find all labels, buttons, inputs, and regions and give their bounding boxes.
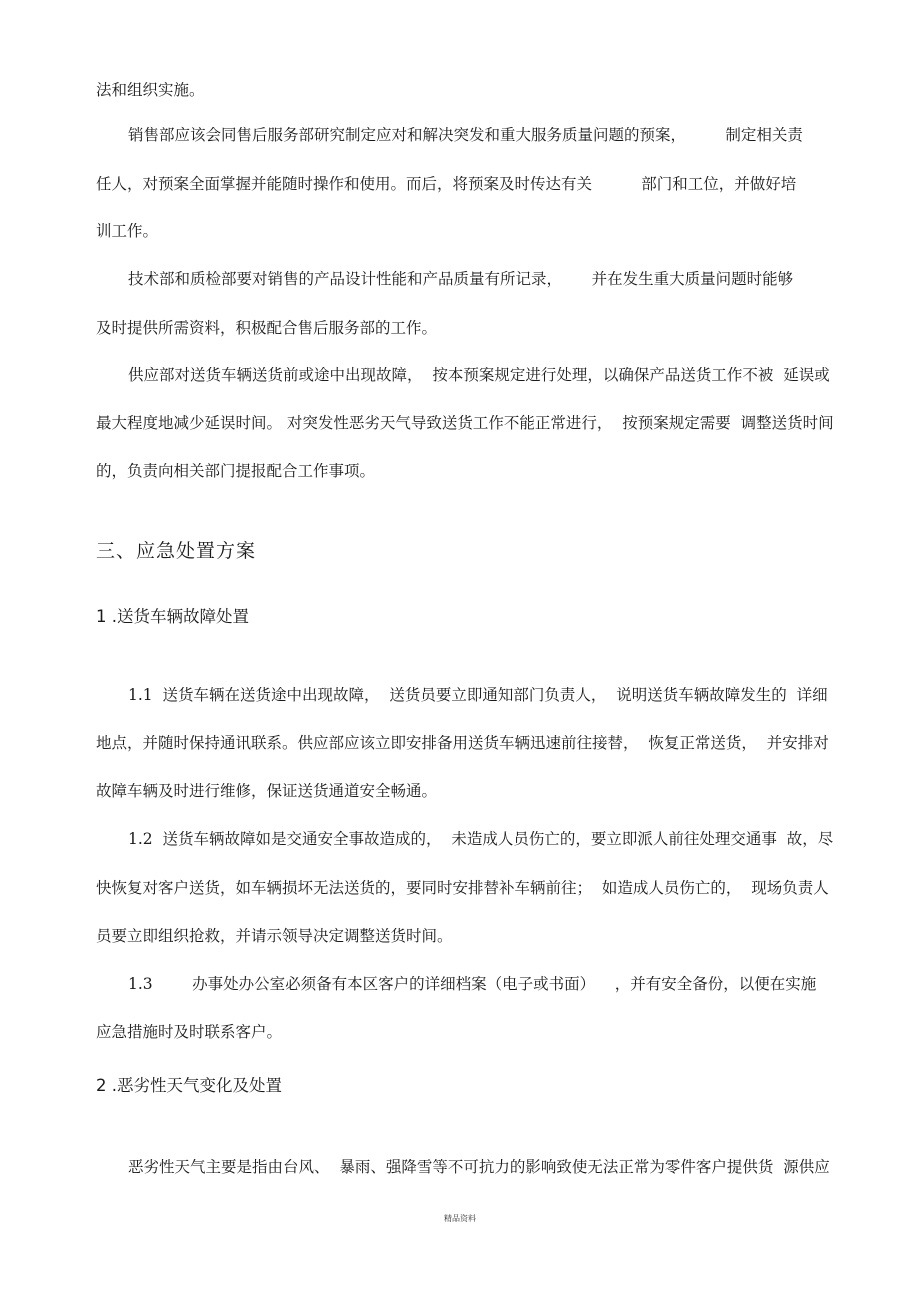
paragraph-line: 法和组织实施。 <box>96 81 205 99</box>
paragraph-line: 员要立即组织抢救，并请示领导决定调整送货时间。 <box>96 927 453 945</box>
paragraph-line: 最大程度地减少延误时间。 对突发性恶劣天气导致送货工作不能正常进行， 按预案规定需要 调整送货时间 <box>96 414 834 432</box>
paragraph-line: 故障车辆及时进行维修，保证送货通道安全畅通。 <box>96 782 438 800</box>
paragraph-line: 1.2 送货车辆故障如是交通安全事故造成的， 未造成人员伤亡的，要立即派人前往处理交通事 故，尽 <box>128 830 834 848</box>
paragraph-line: 1.1 送货车辆在送货途中出现故障， 送货员要立即通知部门负责人， 说明送货车辆故障发生的 详细 <box>128 686 828 704</box>
subsection-heading: 1 .送货车辆故障处置 <box>96 607 249 626</box>
page-footer: 精品资料 <box>444 1214 476 1223</box>
subsection-heading: 2 .恶劣性天气变化及处置 <box>96 1076 282 1095</box>
paragraph-line: 供应部对送货车辆送货前或途中出现故障， 按本预案规定进行处理，以确保产品送货工作不被 延误或 <box>128 366 830 384</box>
paragraph-line: 技术部和质检部要对销售的产品设计性能和产品质量有所记录， 并在发生重大质量问题时能够 <box>128 270 794 288</box>
section-heading: 三、应急处置方案 <box>96 540 257 562</box>
paragraph-line: 恶劣性天气主要是指由台风、 暴雨、强降雪等不可抗力的影响致使无法正常为零件客户提供货 源供应 <box>128 1158 830 1176</box>
paragraph-line: 及时提供所需资料，积极配合售后服务部的工作。 <box>96 319 438 337</box>
paragraph-line: 1.3 办事处办公室必须备有本区客户的详细档案（电子或书面） ，并有安全备份，以便在实施 <box>128 975 817 993</box>
paragraph-line: 应急措施时及时联系客户。 <box>96 1023 283 1041</box>
paragraph-line: 任人，对预案全面掌握并能随时操作和使用。而后，将预案及时传达有关 部门和工位，并做好培 <box>96 175 797 193</box>
paragraph-line: 销售部应该会同售后服务部研究制定应对和解决突发和重大服务质量问题的预案， 制定相关责 <box>128 126 803 144</box>
paragraph-line: 训工作。 <box>96 222 159 240</box>
paragraph-line: 的，负责向相关部门提报配合工作事项。 <box>96 462 376 480</box>
paragraph-line: 地点，并随时保持通讯联系。供应部应该立即安排备用送货车辆迅速前往接替， 恢复正常送货， 并安排对 <box>96 734 829 752</box>
paragraph-line: 快恢复对客户送货，如车辆损坏无法送货的，要同时安排替补车辆前往； 如造成人员伤亡的， 现场负责人 <box>96 879 829 897</box>
